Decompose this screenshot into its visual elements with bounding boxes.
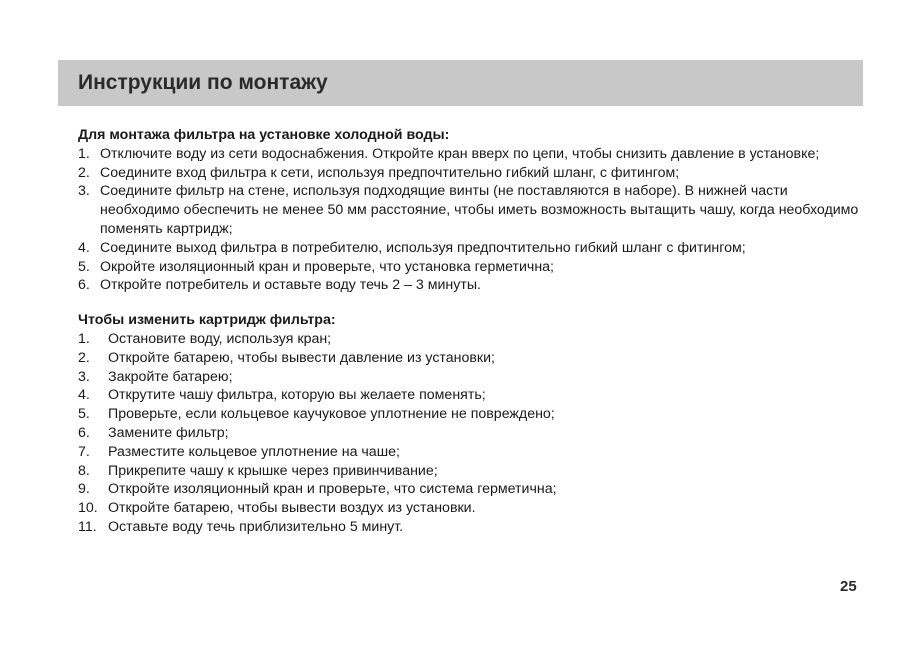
- list-item: [78, 330, 868, 349]
- step-number: 11.: [78, 518, 97, 535]
- step-number: 3.: [78, 183, 90, 200]
- list-item: [78, 258, 868, 277]
- install-steps-list: [78, 145, 868, 295]
- step-text: Проверьте, если кольцевое каучуковое уплотнение не повреждено;: [108, 406, 555, 423]
- step-number: 7.: [78, 443, 90, 460]
- step-text: Открутите чашу фильтра, которую вы желаете поменять;: [108, 387, 486, 404]
- list-item: [78, 239, 868, 258]
- step-number: 6.: [78, 277, 90, 294]
- list-item: [78, 386, 868, 405]
- step-number: 10.: [78, 500, 98, 517]
- list-item: [78, 145, 868, 164]
- step-number: 9.: [78, 481, 90, 498]
- step-number: 5.: [78, 258, 90, 275]
- list-item: [78, 368, 868, 387]
- list-item: [78, 349, 868, 368]
- list-item: [78, 424, 868, 443]
- step-number: 5.: [78, 406, 90, 423]
- step-number: 2.: [78, 164, 90, 181]
- list-item: [78, 443, 868, 462]
- list-item: [78, 276, 868, 295]
- step-number: 3.: [78, 368, 90, 385]
- step-text: Соедините вход фильтра к сети, используя предпочтительно гибкий шланг, с фитингом;: [100, 164, 680, 181]
- step-text: Оставьте воду течь приблизительно 5 минут.: [108, 518, 404, 535]
- step-text: Замените фильтр;: [108, 424, 229, 441]
- step-number: 8.: [78, 462, 90, 479]
- list-item: [78, 182, 868, 238]
- step-text: Окройте изоляционный кран и проверьте, что установка герметична;: [100, 258, 554, 275]
- step-text: Разместите кольцевое уплотнение на чаше;: [108, 443, 400, 460]
- step-text: Откройте батарею, чтобы вывести воздух из установки.: [108, 500, 476, 517]
- install-section-title: Для монтажа фильтра на установке холодной воды:: [78, 127, 450, 143]
- step-text: Откройте изоляционный кран и проверьте, что система герметична;: [108, 481, 557, 498]
- page-title: Инструкции по монтажу: [78, 71, 328, 94]
- step-number: 4.: [78, 387, 90, 404]
- step-text: Откройте потребитель и оставьте воду течь 2 – 3 минуты.: [100, 277, 481, 294]
- step-number: 1.: [78, 145, 90, 162]
- step-text: Закройте батарею;: [108, 368, 233, 385]
- step-text: Прикрепите чашу к крышке через привинчивание;: [108, 462, 438, 479]
- step-text: Отключите воду из сети водоснабжения. Откройте кран вверх по цепи, чтобы снизить давление в установке;: [100, 145, 820, 162]
- list-item: [78, 480, 868, 499]
- step-text: Соедините фильтр на стене, используя подходящие винты (не поставляются в наборе). В нижней части необходимо обеспечить не менее 50 мм расстояние, чтобы иметь возможность вытащить чашу, когда необходимо поменять картридж;: [100, 183, 859, 237]
- list-item: [78, 462, 868, 481]
- page-number: 25: [840, 578, 857, 595]
- list-item: [78, 405, 868, 424]
- list-item: [78, 499, 868, 518]
- section-header-bar: [58, 60, 863, 106]
- step-text: Откройте батарею, чтобы вывести давление из установки;: [108, 349, 495, 366]
- list-item: [78, 518, 868, 537]
- step-number: 4.: [78, 239, 90, 256]
- step-number: 2.: [78, 349, 90, 366]
- step-text: Остановите воду, используя кран;: [108, 330, 332, 347]
- list-item: [78, 164, 868, 183]
- cartridge-steps-list: [78, 330, 868, 537]
- document-body: [78, 126, 868, 537]
- step-number: 6.: [78, 424, 90, 441]
- step-number: 1.: [78, 330, 90, 347]
- step-text: Соедините выход фильтра в потребителю, используя предпочтительно гибкий шланг с фитингом;: [100, 239, 746, 256]
- cartridge-section-title: Чтобы изменить картридж фильтра:: [78, 312, 336, 329]
